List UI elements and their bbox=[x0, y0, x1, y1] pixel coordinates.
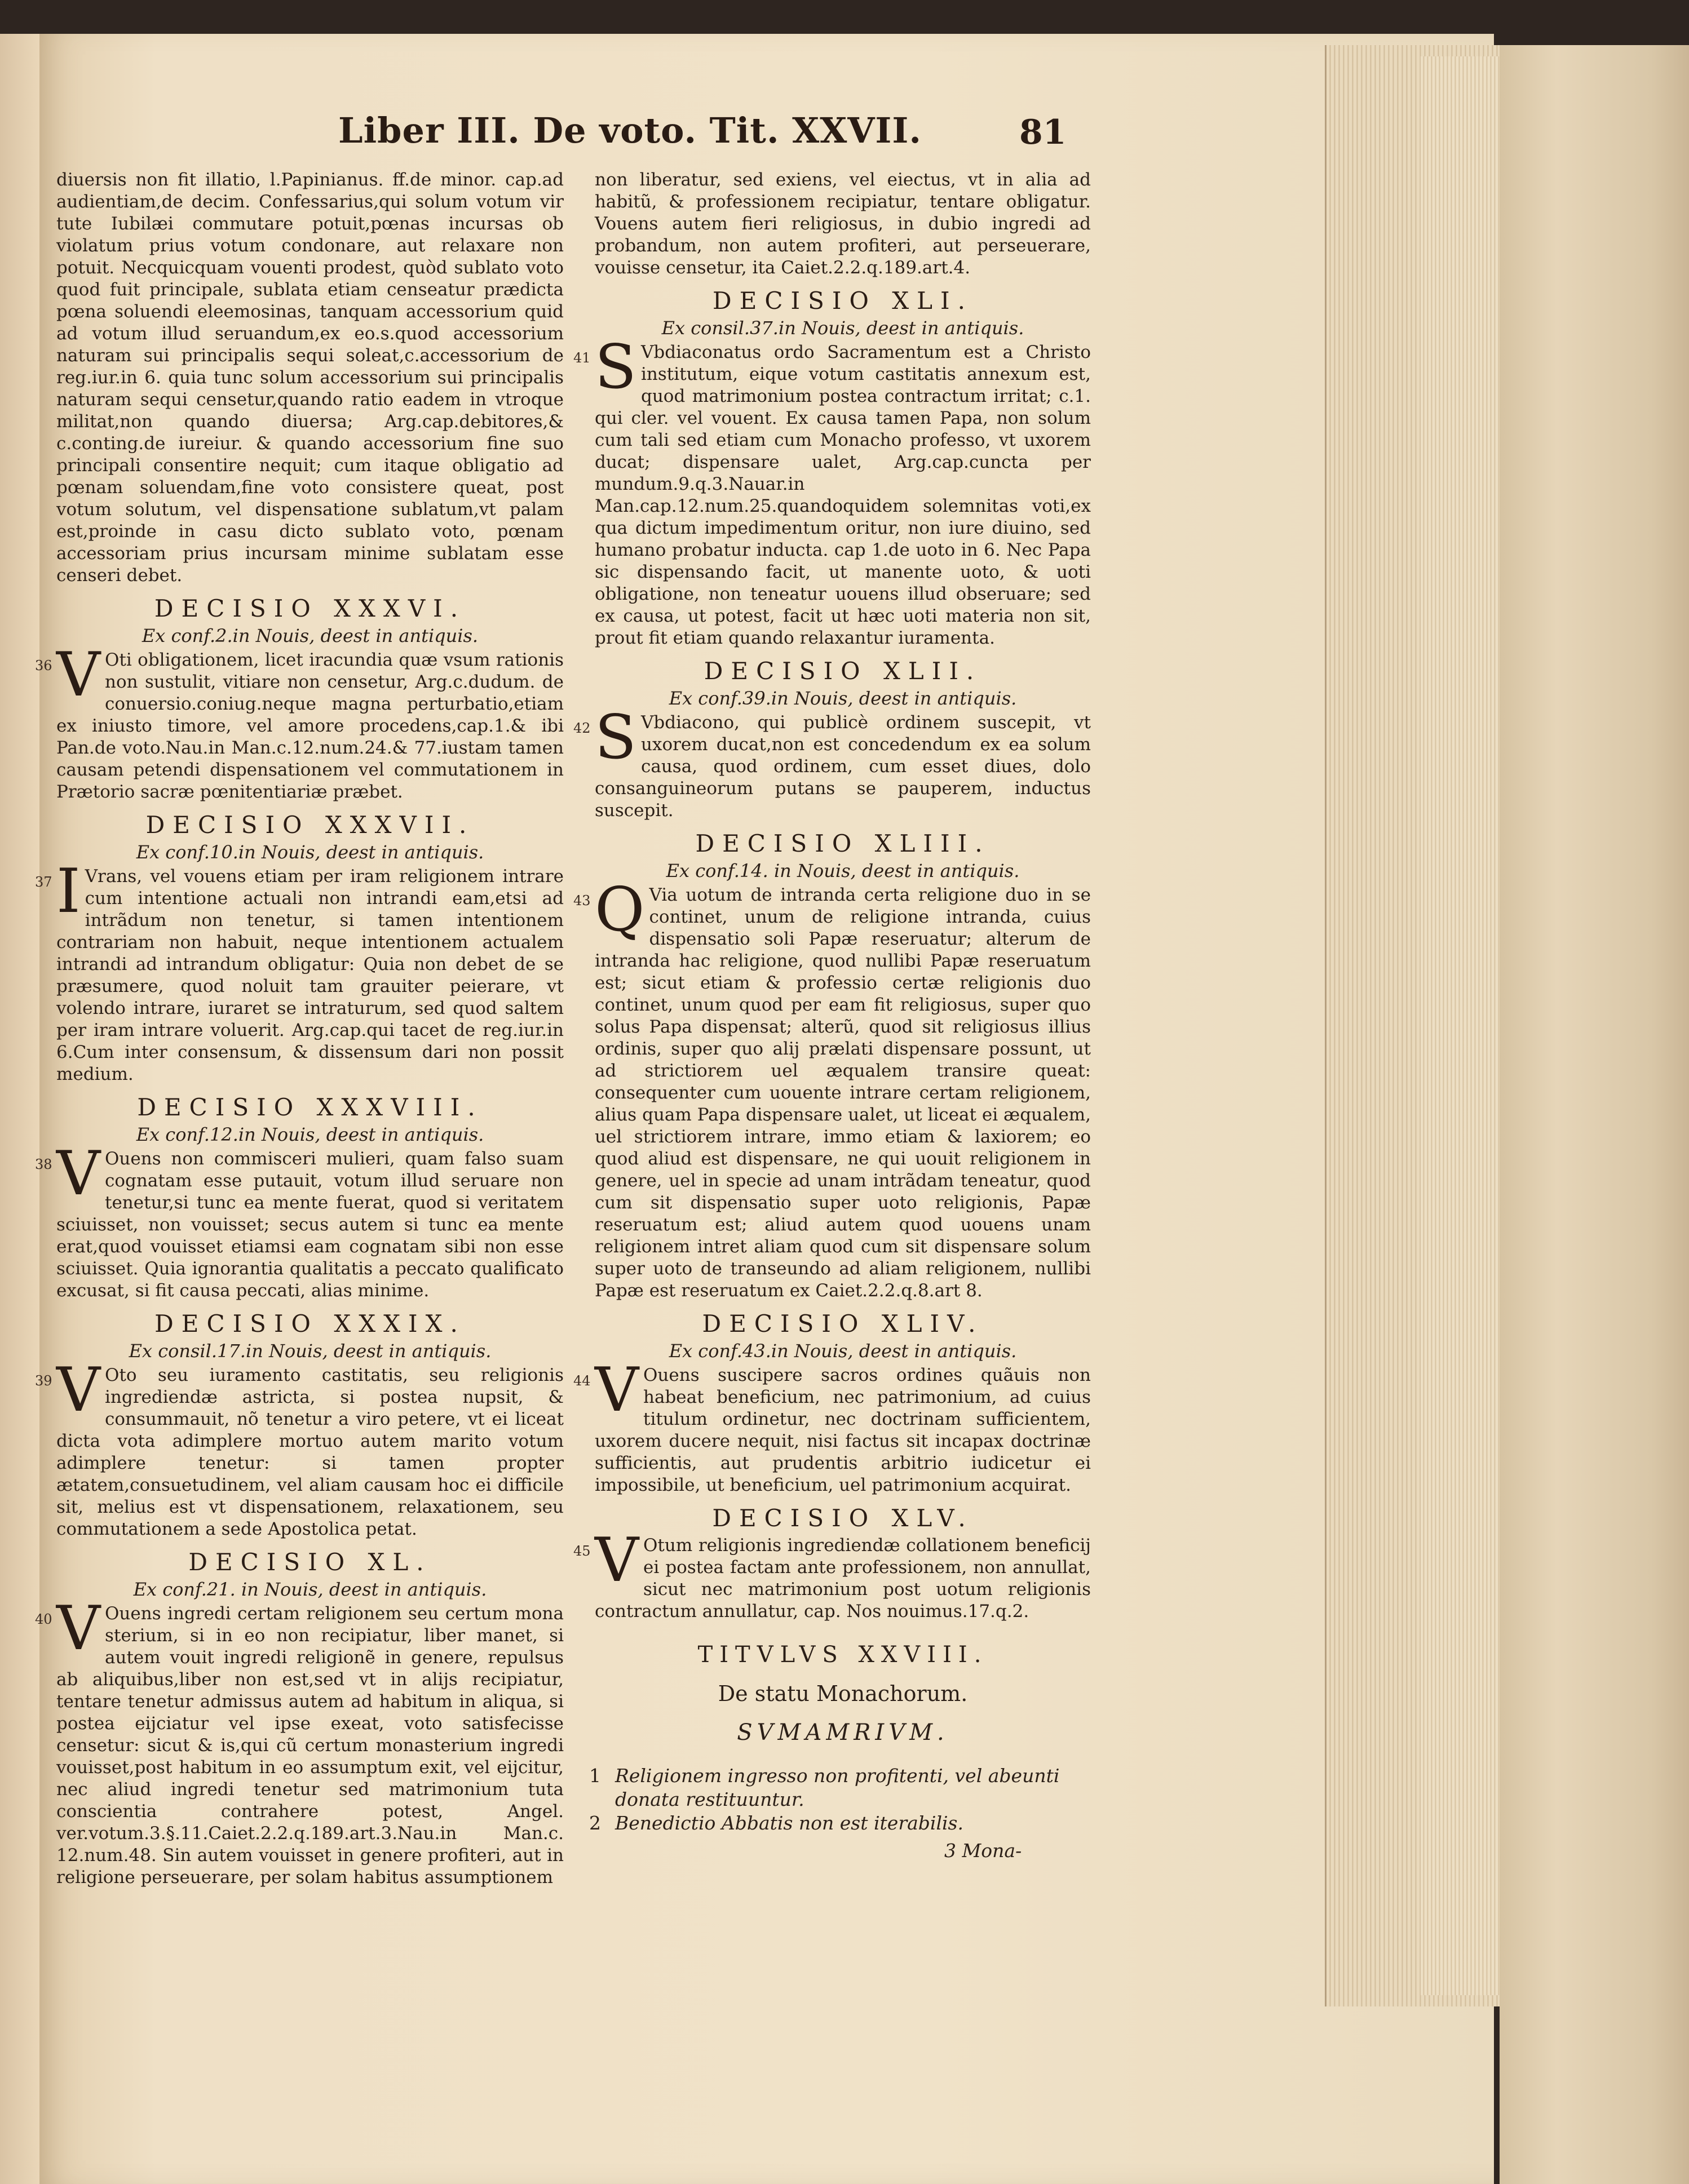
decision-45 bbox=[573, 1504, 1091, 1623]
decision-36 bbox=[35, 595, 564, 803]
decision-body bbox=[573, 875, 1091, 1302]
decision-text: Ouens ingredi certam religionem seu certum mona sterium, si in eo non recipiatur, liber manet, si autem vouit ingredi religionẽ in genere, repulsus ab aliquibus,liber non est,sed vt in alijs recipiatur, tentare tenetur admissus autem ad habitum in aliqua, si postea eijciatur vel ipse exeat, voto satisfecisse censetur: sicut & is,qui cũ certum monasterium ingredi vouisset,post habitum in eo assumptum exit, vel eijcitur, nec aliud ingredi tenetur sed matrimonium tuta conscientia contrahere potest, Angel. ver.votum.3.§.11.Caiet.2.2.q.189.art.3.Nau.in Man.c. 12.num.48. Sin autem vouisset in genere profiteri, aut in religione perseuerare, per solam habitus assumptionem bbox=[56, 1603, 564, 1888]
right-column bbox=[573, 169, 1091, 1862]
left-column bbox=[35, 169, 564, 1889]
decision-body bbox=[573, 332, 1091, 649]
decision-44 bbox=[573, 1310, 1091, 1496]
fore-edge bbox=[1421, 56, 1511, 1995]
marginal-number: 43 bbox=[573, 893, 591, 909]
marginal-number: 41 bbox=[573, 350, 591, 366]
decision-source: Ex conf.2.in Nouis, deest in antiquis. bbox=[142, 625, 479, 646]
decision-heading: DECISIO XLIV. bbox=[702, 1310, 984, 1337]
book-cover bbox=[1500, 45, 1689, 2184]
decision-text: Ouens non commisceri mulieri, quam falso suam cognatam esse putauit, votum illud seruare non tenetur,si tunc ea mente fuerat, quod si veritatem sciuisset, non vouisset; secus autem si tunc ea mente erat,quod vouisset etiamsi eam cognatam sibi non esse sciuisset. Quia ignorantia qualitatis a peccato qualificato excusat, si fit causa peccati, alias minime. bbox=[56, 1149, 564, 1301]
right-intro: non liberatur, sed exiens, vel eiectus, vt in alia ad habitũ, & professionem recipiatur, tentare obligatur. Vouens autem fieri religiosus, in dubio ingredi ad probandum, non autem profiteri, aut perseuerare, vouisse censetur, ita Caiet.2.2.q.189.art.4. bbox=[595, 170, 1091, 278]
drop-initial: I bbox=[56, 856, 81, 927]
decision-40 bbox=[35, 1548, 564, 1889]
drop-initial: V bbox=[595, 1525, 639, 1596]
title-block bbox=[589, 1642, 1091, 1862]
decision-43 bbox=[573, 830, 1091, 1302]
decision-text: Vrans, vel vouens etiam per iram religionem intrare cum intentione actuali non intrandi eam,etsi ad intrãdum non tenetur, si tamen intentionem contrariam non habuit, neque intentionem actualem intrandi ad intrandum obligatur: Quia non debet de se præsumere, quod noluit tam grauiter peierare, vt volendo intrare, iuraret se intraturum, sed quod saltem per iram intrare voluerit. Arg.cap.qui tacet de reg.iur.in 6.Cum inter consensum, & dissensum dari non possit medium. bbox=[56, 866, 564, 1084]
drop-initial: Q bbox=[595, 875, 645, 945]
titulus-heading: TITVLVS XXVIII. bbox=[697, 1642, 988, 1668]
drop-initial: V bbox=[56, 1593, 100, 1664]
drop-initial: V bbox=[56, 640, 100, 710]
summary-item bbox=[589, 1811, 1091, 1835]
drop-initial: S bbox=[595, 702, 636, 773]
drop-initial: V bbox=[56, 1138, 100, 1209]
decision-text: Vbdiaconatus ordo Sacramentum est a Christo institutum, eique votum castitatis annexum est, quod matrimonium postea contractum irritat; c.1. qui cler. vel vouent. Ex causa tamen Papa, non solum cum tali sed etiam cum Monacho professo, vt uxorem ducat; dispensare ualet, Arg.cap.cuncta per mundum.9.q.3.Nauar.in Man.cap.12.num.25.quandoquidem solemnitas voti,ex qua dictum impedimentum oritur, non iure diuino, sed humano probatur inducta. cap 1.de uoto in 6. Nec Papa sic dispensando facit, ut manente uoto, & uoti obligatione, non teneatur uouens illud obseruare; sed ex causa, ut potest, facit ut hæc uoti materia non sit, prout fit etiam quando relaxantur iuramenta. bbox=[595, 342, 1091, 648]
decision-heading: DECISIO XXXVI. bbox=[154, 595, 466, 622]
decision-text: Otum religionis ingrediendæ collationem beneficij ei postea factam ante professionem, non annullat, sicut nec matrimonium post uotum religionis contractum annullatur, cap. Nos nouimus.17.q.2. bbox=[595, 1535, 1091, 1622]
marginal-number: 38 bbox=[35, 1157, 52, 1172]
marginal-number: 42 bbox=[573, 720, 591, 736]
decision-source: Ex conf.14. in Nouis, deest in antiquis. bbox=[666, 860, 1020, 881]
decision-heading: DECISIO XLV. bbox=[712, 1504, 974, 1532]
decision-body bbox=[35, 1138, 564, 1302]
marginal-number: 39 bbox=[35, 1373, 52, 1389]
decision-38 bbox=[35, 1093, 564, 1302]
decision-heading: DECISIO XL. bbox=[188, 1548, 432, 1576]
decision-source: Ex conf.39.in Nouis, deest in antiquis. bbox=[669, 688, 1017, 709]
marginal-number: 37 bbox=[35, 874, 52, 890]
decision-39 bbox=[35, 1310, 564, 1540]
drop-initial: S bbox=[595, 332, 636, 402]
running-head: Liber III. De voto. Tit. XXVII. bbox=[338, 110, 922, 151]
decision-heading: DECISIO XXXVIII. bbox=[137, 1093, 483, 1121]
decision-text: Vbdiacono, qui publicè ordinem suscepit, vt uxorem ducat,non est concedendum ex ea solum causa, quod ordinem, cum esset diues, dolo consanguineorum putans se pauperem, inductus suscepit. bbox=[595, 712, 1091, 821]
decision-text: Ouens suscipere sacros ordines quãuis non habeat beneficium, nec patrimonium, ad cuius titulum ordinetur, nec doctrinam sufficientem, uxorem ducere nequit, nisi factus sit incapax doctrinæ sufficientis, aut prudentis arbitrio iudicetur ei impossibile, ut beneficium, uel patrimonium acquirat. bbox=[595, 1365, 1091, 1495]
decision-source: Ex consil.17.in Nouis, deest in antiquis. bbox=[129, 1340, 492, 1362]
decision-text: Oto seu iuramento castitatis, seu religionis ingrediendæ astricta, si postea nupsit, & consummauit, nõ tenetur a viro petere, vt ei liceat dicta vota adimplere mortuo autem marito votum adimplere tenetur: si tamen propter ætatem,consuetudinem, vel aliam causam hoc ei difficile sit, melius est vt dispensationem, relaxationem, seu commutationem a sede Apostolica petat. bbox=[56, 1365, 564, 1539]
marginal-number: 45 bbox=[573, 1543, 591, 1559]
titulus-subtitle: De statu Monachorum. bbox=[718, 1681, 968, 1706]
decision-body bbox=[573, 1525, 1091, 1623]
marginal-number: 44 bbox=[573, 1373, 591, 1389]
summarium-heading: SVMAMRIVM. bbox=[737, 1720, 949, 1746]
decision-source: Ex consil.37.in Nouis, deest in antiquis. bbox=[661, 317, 1024, 339]
decision-37 bbox=[35, 811, 564, 1086]
previous-page-edge bbox=[0, 34, 39, 2184]
left-intro: diuersis non fit illatio, l.Papinianus. ff.de minor. cap.ad audientiam,de decim. Confessarius,qui solum votum vir tute Iubilæi commutare potuit,pœnas incursas ob violatum prius votum condonare, aut relaxare non potuit. Necquicquam vouenti prodest, quòd sublato voto quod fuit principale, sublata etiam censeatur prædicta pœna soluendi eleemosinas, tanquam accessorium quid ad votum illud seruandum,ex eo.s.quod accessorium naturam sui principalis sequi soleat,c.accessorium de reg.iur.in 6. quia tunc solum accessorium sui principalis naturam sequi censetur,quando ratio eadem in vtroque militat,non quando diuersa; Arg.cap.debitores,& c.conting.de iureiur. & quando accessorium fine suo principali consentire nequit; cum itaque obligatio ad pœnam soluendam,fine voto consistere queat, post votum solutum, vel dispensatione sublatum,vt palam est,proinde in casu dicto sublato voto, pœnam accessoriam prius incursam minime sublatam esse censeri debet. bbox=[56, 170, 564, 586]
decision-source: Ex conf.10.in Nouis, deest in antiquis. bbox=[136, 841, 484, 863]
folio-number: 81 bbox=[1019, 113, 1067, 152]
decision-body bbox=[35, 856, 564, 1086]
decision-body bbox=[573, 702, 1091, 822]
summary-number: 2 bbox=[589, 1812, 601, 1834]
decision-heading: DECISIO XXXVII. bbox=[145, 811, 475, 839]
drop-initial: V bbox=[595, 1355, 639, 1425]
background-top bbox=[0, 0, 1689, 34]
decision-42 bbox=[573, 657, 1091, 822]
decision-body bbox=[573, 1355, 1091, 1496]
decision-body bbox=[35, 1593, 564, 1889]
decision-source: Ex conf.43.in Nouis, deest in antiquis. bbox=[669, 1340, 1017, 1362]
decision-heading: DECISIO XXXIX. bbox=[154, 1310, 466, 1337]
decision-source: Ex conf.12.in Nouis, deest in antiquis. bbox=[136, 1124, 484, 1145]
decision-text: Oti obligationem, licet iracundia quæ vsum rationis non sustulit, vitiare non censetur, Arg.c.dudum. de conuersio.coniug.neque magna perturbatio,etiam ex iniusto timore, vel amore procedens,cap.1.& ibi Pan.de voto.Nau.in Man.c.12.num.24.& 77.iustam tamen causam petendi dispensationem vel commutationem in Prætorio sacræ pœnitentiariæ præbet. bbox=[56, 650, 564, 802]
decision-heading: DECISIO XLIII. bbox=[695, 830, 991, 857]
marginal-number: 40 bbox=[35, 1611, 52, 1627]
marginal-number: 36 bbox=[35, 658, 52, 674]
decision-body bbox=[35, 1355, 564, 1540]
summary-item bbox=[589, 1764, 1091, 1811]
decision-41 bbox=[573, 287, 1091, 649]
decision-source: Ex conf.21. in Nouis, deest in antiquis. bbox=[133, 1579, 487, 1600]
catchword: 3 Mona- bbox=[944, 1840, 1022, 1862]
summary-text: Religionem ingresso non profitenti, vel abeunti donata restituuntur. bbox=[615, 1765, 1060, 1810]
summary-number: 1 bbox=[589, 1765, 601, 1787]
decision-heading: DECISIO XLII. bbox=[704, 657, 982, 685]
decision-heading: DECISIO XLI. bbox=[713, 287, 973, 314]
decision-text: Via uotum de intranda certa religione duo in se continet, unum de religione intranda, cuius dispensatio soli Papæ reseruatur; alterum de intranda hac religione, quod nullibi Papæ reseruatum est; sicut etiam & professio certæ religionis duo continet, unum quod per eam fit religiosus, super quo solus Papa dispensat; alterũ, quod sit religiosus illius ordinis, super quo alij prælati dispensare possunt, ut ad strictiorem uel æqualem transire queat: consequenter cum uouente intrare certam religionem, alius quam Papa dispensare ualet, ut liceat ei æqualem, uel strictiorem intrare, immo etiam & laxiorem; eo quod aliud est dispensare, ne qui uouit religionem in genere, uel in specie ad unam intrãdam teneatur, quod cum sit dispensatio super uoto religionis, Papæ reseruatum est; aliud autem quod uouens unam religionem intret aliam quod cum sit dispensare solum super uoto de transeundo ad aliam religionem, nullibi Papæ est reseruatum ex Caiet.2.2.q.8.art 8. bbox=[595, 885, 1091, 1301]
summary-text: Benedictio Abbatis non est iterabilis. bbox=[615, 1812, 963, 1834]
drop-initial: V bbox=[56, 1355, 100, 1425]
decision-body bbox=[35, 640, 564, 803]
